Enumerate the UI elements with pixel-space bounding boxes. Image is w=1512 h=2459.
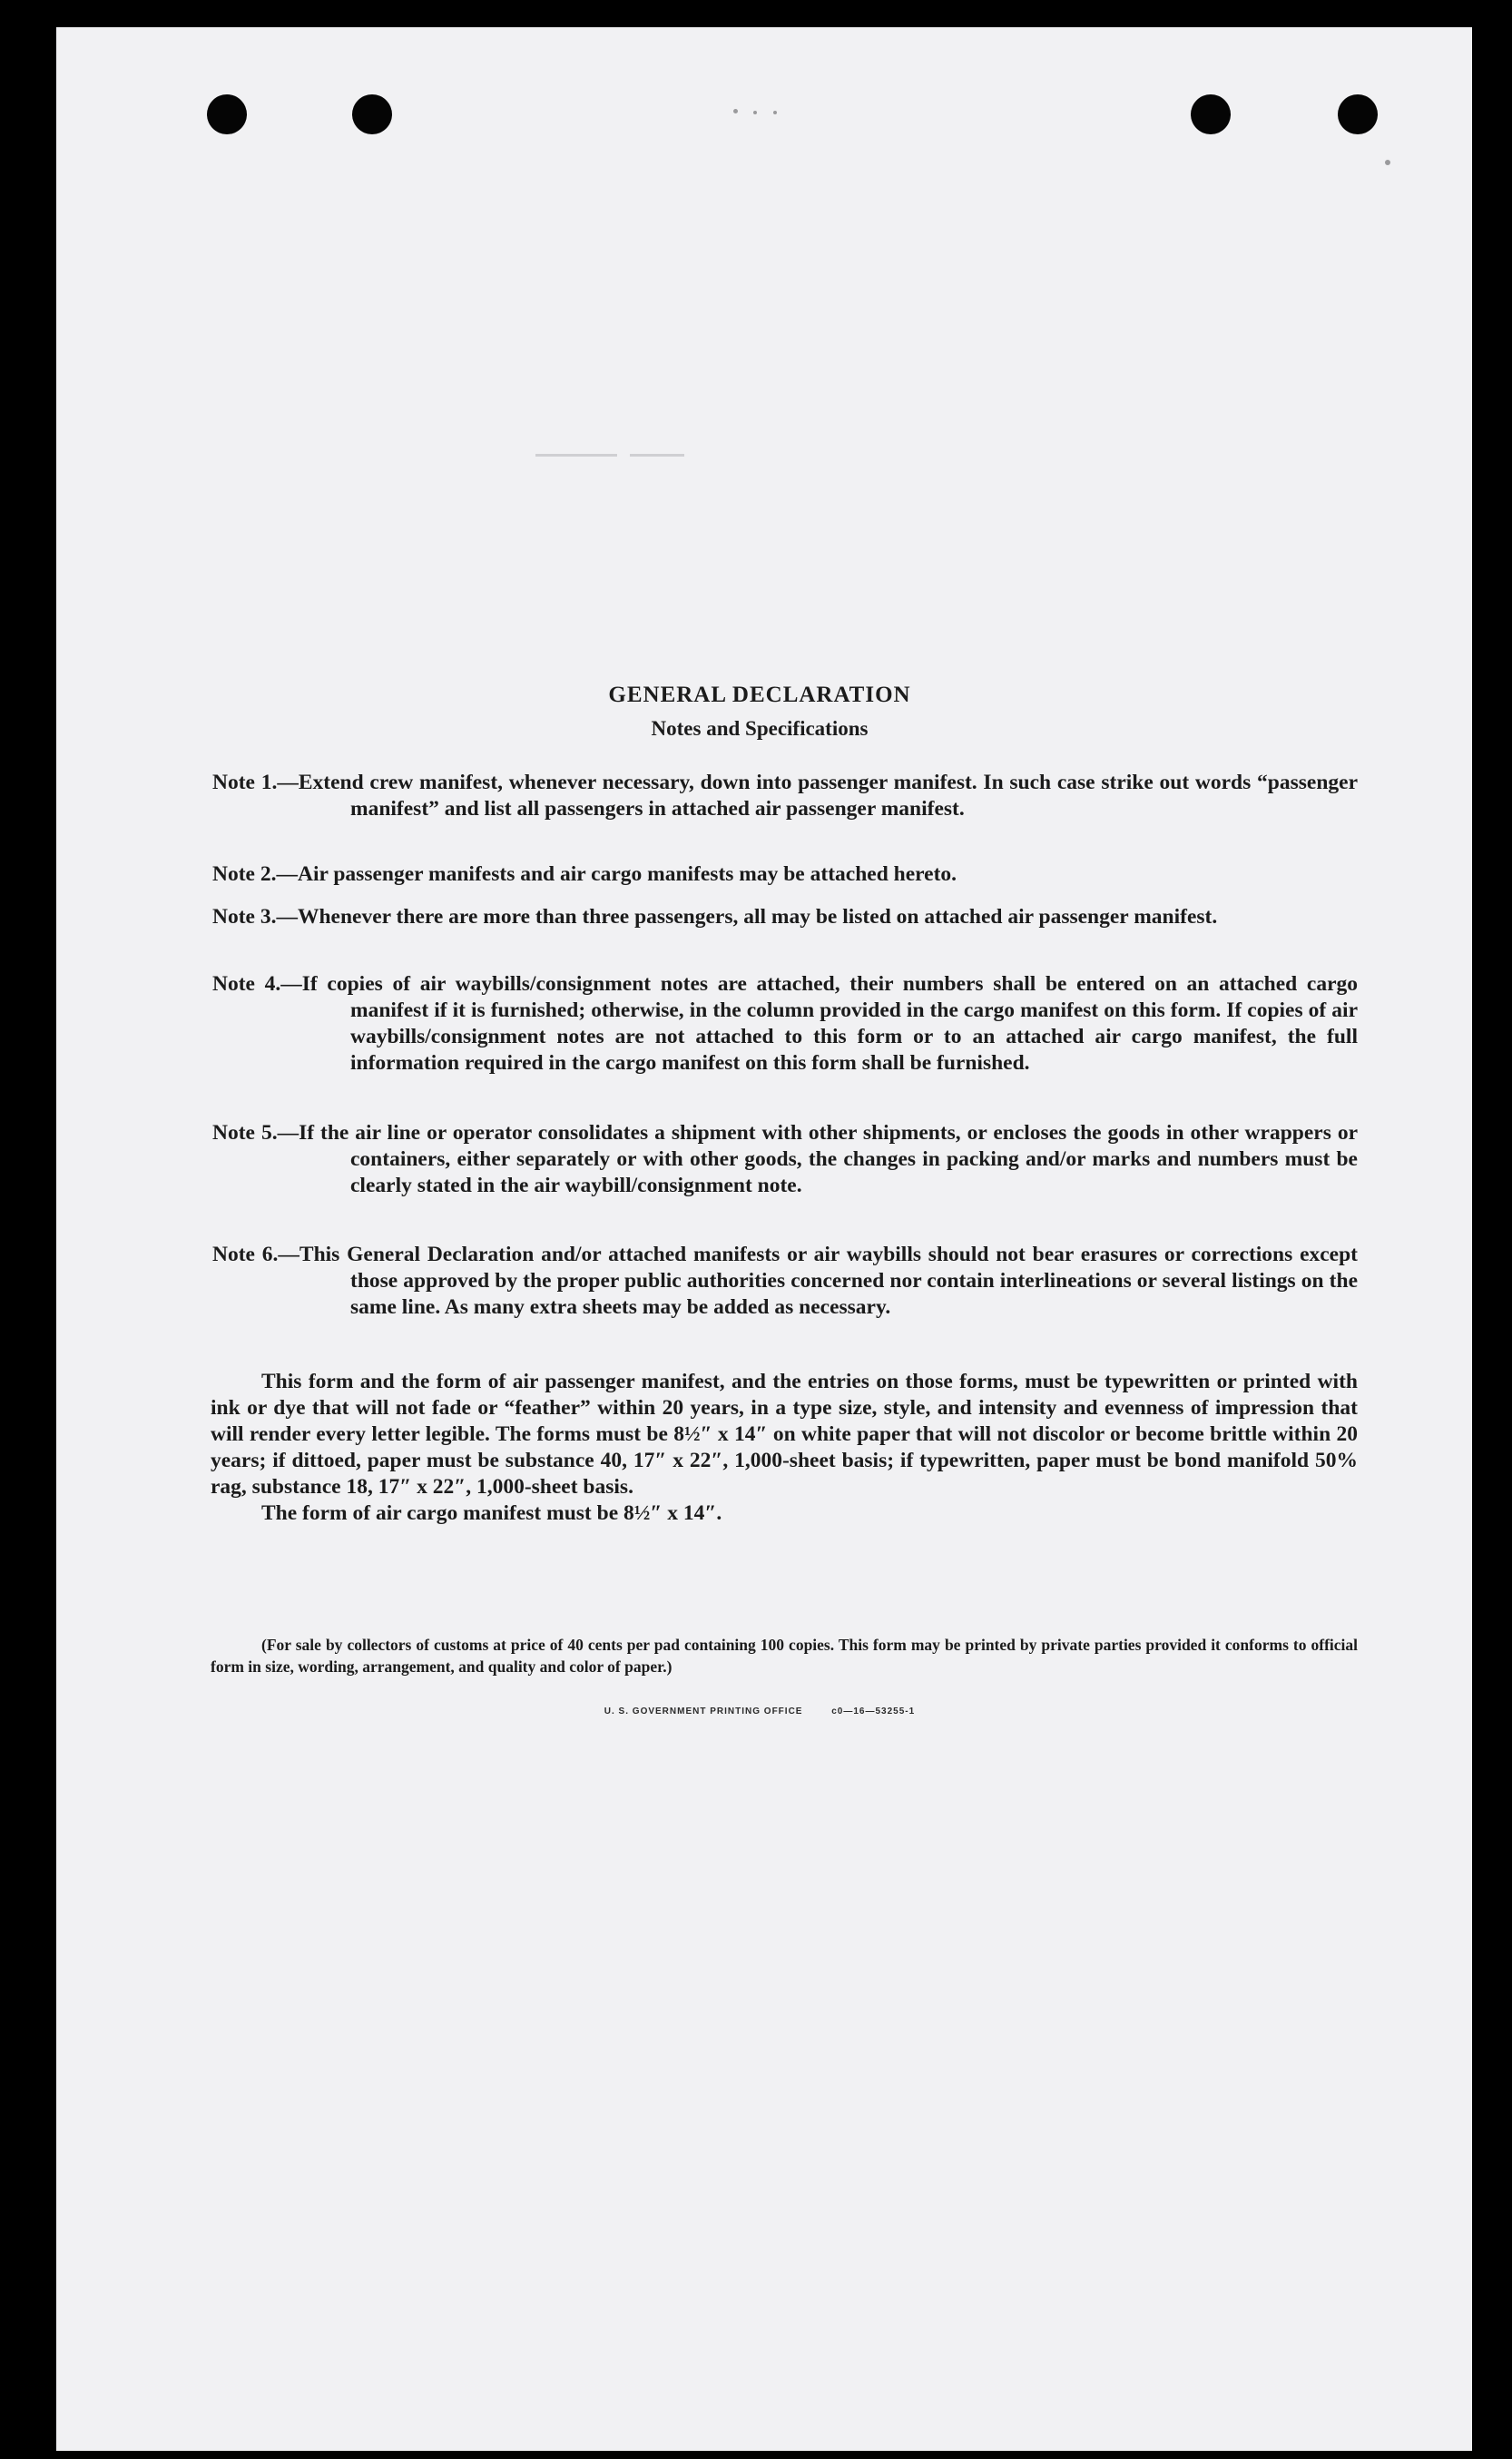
note-5 bbox=[212, 1120, 1358, 1199]
sale-notice bbox=[211, 1634, 1358, 1677]
imprint-code: c0—16—53255-1 bbox=[831, 1707, 916, 1716]
note-6 bbox=[212, 1242, 1358, 1321]
note-3 bbox=[212, 904, 1358, 930]
document-title: GENERAL DECLARATION bbox=[608, 683, 911, 707]
punch-hole-1 bbox=[207, 94, 247, 134]
printing-imprint bbox=[56, 1707, 1463, 1716]
scan-speck bbox=[753, 111, 757, 114]
note-text: Extend crew manifest, whenever necessary, down into passenger manifest. In such case strike out words “passenger manifest” and list all passengers in attached air passenger manifest. bbox=[298, 771, 1358, 821]
note-label: Note 6.— bbox=[212, 1243, 299, 1266]
imprint-office: U. S. GOVERNMENT PRINTING OFFICE bbox=[604, 1707, 803, 1716]
note-label: Note 2.— bbox=[212, 862, 298, 886]
specification-paragraph bbox=[211, 1369, 1358, 1527]
note-text: If copies of air waybills/consignment notes are attached, their numbers shall be entered on an attached cargo manifest if it is furnished; otherwise, in the column provided in the cargo manifest on this form. If copies of air waybills/consignment notes are not attached to this form or to an attached air cargo manifest, the full information required in the cargo manifest on this form shall be furnished. bbox=[301, 972, 1358, 1075]
faint-rule bbox=[630, 454, 684, 457]
note-1 bbox=[212, 770, 1358, 822]
note-label: Note 1.— bbox=[212, 771, 299, 794]
document-page bbox=[56, 27, 1472, 2451]
note-text: Whenever there are more than three passengers, all may be listed on attached air passenger manifest. bbox=[297, 905, 1218, 929]
specification-text: This form and the form of air passenger manifest, and the entries on those forms, must be typewritten or printed with ink or dye that will not fade or “feather” within 20 years, in a type size, style, and intensity and evenness of impression that will render every letter legible. The forms must be 8½″ x 14″ on white paper that will not discolor or become brittle within 20 years; if dittoed, paper must be substance 40, 17″ x 22″, 1,000-sheet basis; if typewritten, paper must be bond manifold 50% rag, substance 18, 17″ x 22″, 1,000-sheet basis. bbox=[211, 1370, 1358, 1499]
punch-hole-2 bbox=[352, 94, 392, 134]
note-text: This General Declaration and/or attached manifests or air waybills should not bear erasures or corrections except those approved by the proper public authorities concerned nor contain interlineations or several listings on the same line. As many extra sheets may be added as necessary. bbox=[299, 1243, 1358, 1319]
scan-speck bbox=[773, 111, 777, 114]
note-text: Air passenger manifests and air cargo manifests may be attached hereto. bbox=[297, 862, 957, 886]
note-label: Note 3.— bbox=[212, 905, 298, 929]
scan-speck bbox=[1385, 160, 1390, 165]
punch-hole-3 bbox=[1191, 94, 1231, 134]
note-label: Note 4.— bbox=[212, 972, 302, 996]
scan-speck bbox=[733, 109, 738, 113]
note-text: If the air line or operator consolidates a shipment with other shipments, or encloses the goods in other wrappers or containers, either separately or with other goods, the changes in packing and/or marks and numbers must be clearly stated in the air waybill/consignment note. bbox=[299, 1121, 1358, 1197]
note-4 bbox=[212, 971, 1358, 1077]
faint-rule bbox=[535, 454, 617, 457]
note-2 bbox=[212, 861, 1358, 888]
document-subtitle: Notes and Specifications bbox=[651, 717, 869, 740]
note-label: Note 5.— bbox=[212, 1121, 299, 1145]
punch-hole-4 bbox=[1338, 94, 1378, 134]
sale-notice-text: (For sale by collectors of customs at price of 40 cents per pad containing 100 copies. This form may be printed by private parties provided it conforms to official form in size, wording, arrangement, and quality and color of paper.) bbox=[211, 1636, 1358, 1676]
cargo-size-text: The form of air cargo manifest must be 8½″ x 14″. bbox=[261, 1501, 722, 1525]
